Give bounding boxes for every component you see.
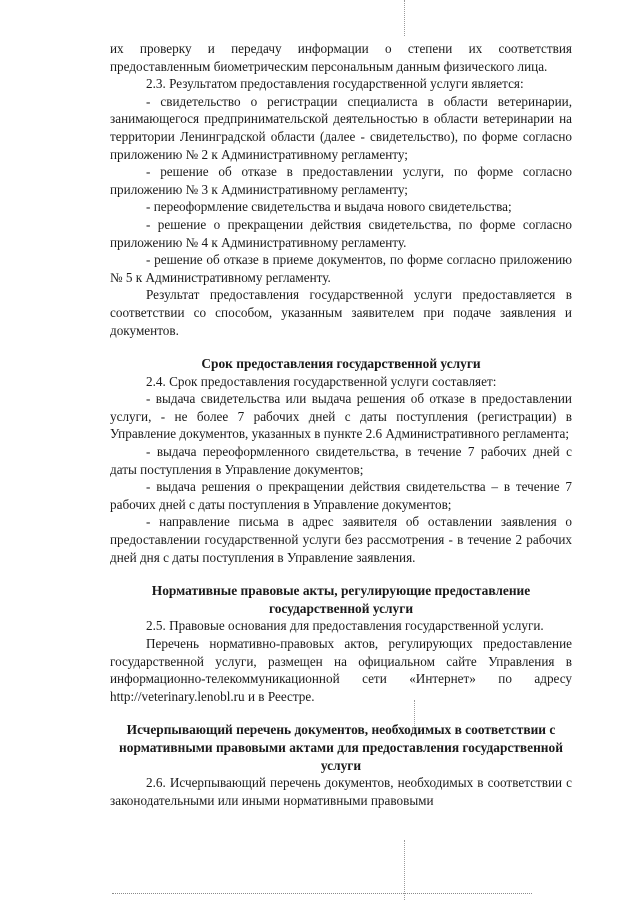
paragraph: 2.3. Результатом предоставления государственной услуги является: xyxy=(146,76,524,92)
paragraph: 2.6. Исчерпывающий перечень документов, необходимых в соответствии с законодательными или иными нормативными правовыми xyxy=(110,775,572,808)
list-item: - направление письма в адрес заявителя об оставлении заявления о предоставлении государственной услуги без рассмотрения - в течение 2 рабочих дней дня с даты поступления в Управление заявления. xyxy=(110,514,572,565)
section-heading: Нормативные правовые акты, регулирующие предоставление государственной услуги xyxy=(151,583,531,616)
list-item: - решение о прекращении действия свидетельства, по форме согласно приложению № 4 к Административному регламенту. xyxy=(110,216,572,250)
document-body xyxy=(110,40,572,809)
list-item: - переоформление свидетельства и выдача нового свидетельства; xyxy=(146,199,512,215)
list-item: - решение об отказе в приеме документов, по форме согласно приложению № 5 к Административному регламенту. xyxy=(110,252,572,285)
list-item: - выдача свидетельства или выдача решения об отказе в предоставлении услуги, - не более 7 рабочих дней с даты поступления (регистрации) в Управление документов, указанных в пункте 2.6 Административного регламента; xyxy=(110,391,572,442)
list-item: - свидетельство о регистрации специалиста в области ветеринарии, занимающегося предпринимательской деятельностью в области ветеринарии на территории Ленинградской области (далее - свидетельство), по форме согласно приложению № 2 к Административному регламенту; xyxy=(110,93,572,162)
list-item: - выдача решения о прекращении действия свидетельства – в течение 7 рабочих дней с даты поступления в Управление документов; xyxy=(110,479,572,512)
list-item: - выдача переоформленного свидетельства, в течение 7 рабочих дней с даты поступления в Управление документов; xyxy=(110,444,572,477)
scan-artifact xyxy=(404,840,405,900)
paragraph: 2.5. Правовые основания для предоставления государственной услуги. xyxy=(146,618,544,634)
paragraph: их проверку и передачу информации о степени их соответствия предоставленным биометрическим персональным данным физического лица. xyxy=(110,41,572,74)
scan-artifact xyxy=(404,0,405,36)
list-item: - решение об отказе в предоставлении услуги, по форме согласно приложению № 3 к Административному регламенту; xyxy=(110,164,572,197)
paragraph: Перечень нормативно-правовых актов, регулирующих предоставление государственной услуги, размещен на официальном сайте Управления в информационно-телекоммуникационной сети «Интернет» по адресу http://veterinary.lenobl.ru и в Реестре. xyxy=(110,636,572,704)
paragraph: Результат предоставления государственной услуги предоставляется в соответствии со способом, указанным заявителем при подаче заявления и документов. xyxy=(110,287,572,338)
paragraph: 2.4. Срок предоставления государственной услуги составляет: xyxy=(146,373,497,389)
scan-artifact xyxy=(112,893,532,895)
section-heading: Исчерпывающий перечень документов, необходимых в соответствии с нормативными правовыми актами для предоставления государственной услуги xyxy=(119,722,563,773)
section-heading: Срок предоставления государственной услуги xyxy=(201,356,481,372)
